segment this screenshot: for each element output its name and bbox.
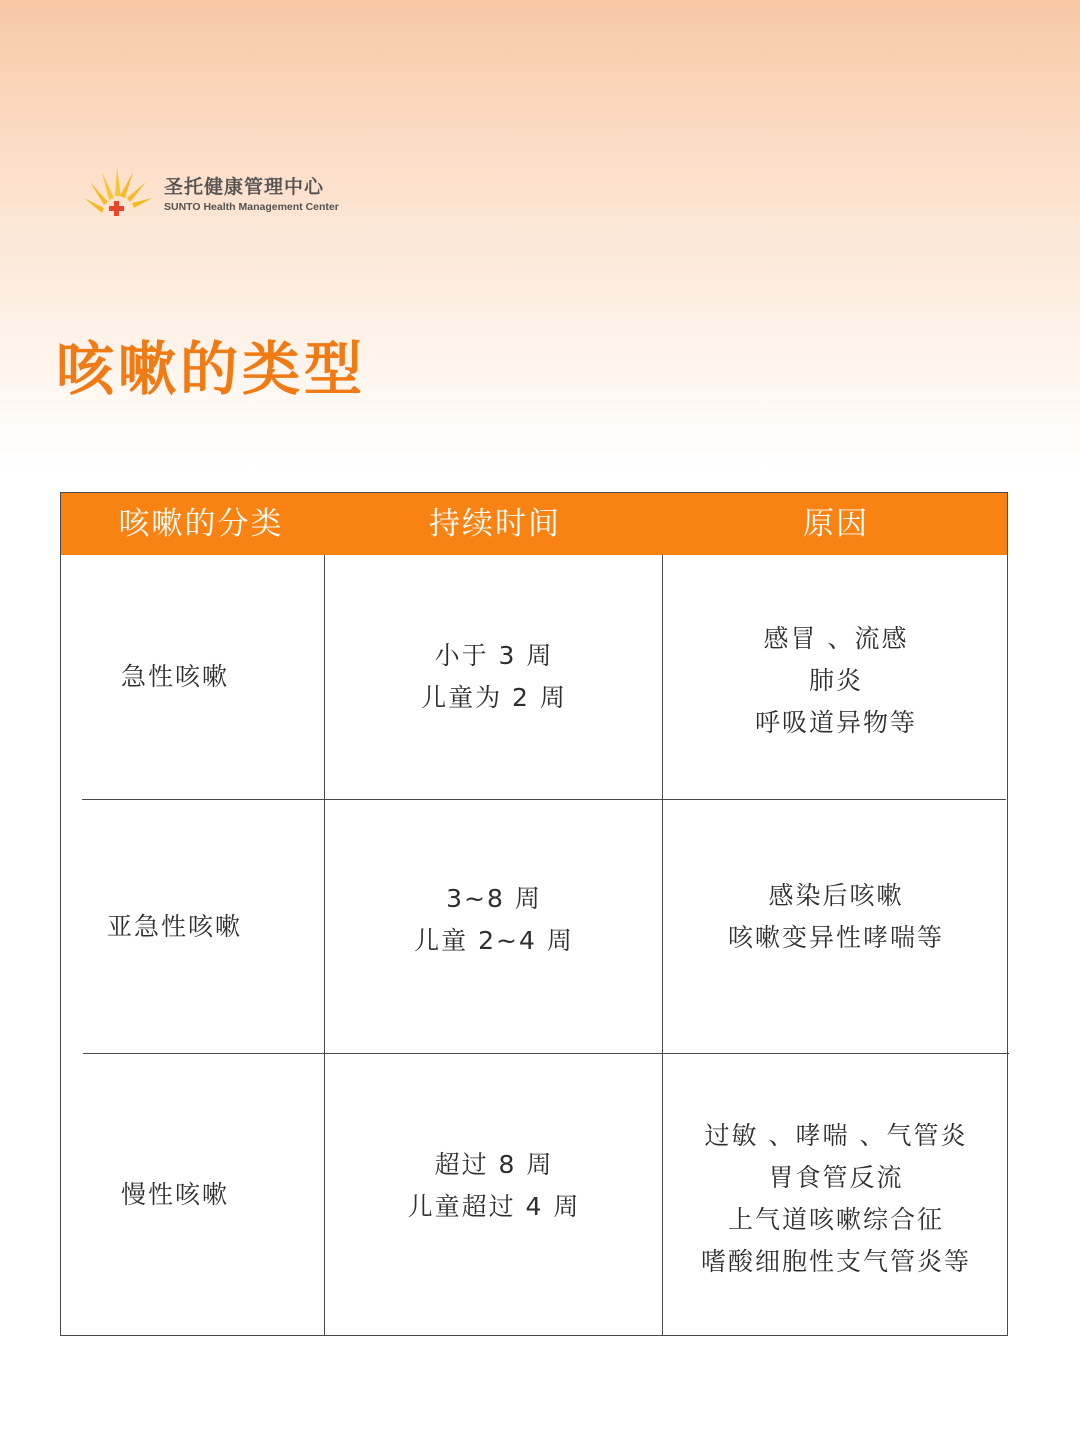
header-causes: 原因 <box>803 506 869 542</box>
cause-line: 上气道咳嗽综合征 <box>727 1205 944 1234</box>
cause-line: 咳嗽变异性哮喘等 <box>727 923 944 952</box>
duration-line: 儿童 2~4 周 <box>414 926 574 955</box>
cause-line: 肺炎 <box>808 666 863 695</box>
sunburst-cross-logo-icon <box>80 168 154 220</box>
brand-name-en: SUNTO Health Management Center <box>164 200 339 213</box>
table-row-duration <box>325 793 663 1047</box>
table-header <box>61 493 1007 555</box>
table-row-causes <box>663 790 1009 1044</box>
duration-line: 3~8 周 <box>446 884 542 913</box>
duration-line: 儿童为 2 周 <box>421 683 567 712</box>
brand-logo <box>80 168 339 220</box>
brand-name-cn: 圣托健康管理中心 <box>164 175 325 198</box>
cause-line: 感染后咳嗽 <box>768 881 904 910</box>
table-row-duration <box>325 1045 663 1327</box>
category-chronic: 慢性咳嗽 <box>121 1180 230 1209</box>
table-row-category <box>107 800 321 1054</box>
table-row-causes <box>663 559 1009 803</box>
table-row-category <box>121 555 321 799</box>
cough-types-table <box>60 492 1008 1336</box>
header-duration: 持续时间 <box>429 506 561 542</box>
page-title: 咳嗽的类型 <box>56 335 367 403</box>
cause-line: 过敏 、哮喘 、气管炎 <box>704 1121 968 1150</box>
table-row-duration <box>325 555 663 799</box>
category-acute: 急性咳嗽 <box>121 662 230 691</box>
cause-line: 嗜酸细胞性支气管炎等 <box>700 1247 971 1276</box>
cause-line: 感冒 、流感 <box>763 624 909 653</box>
table-row-causes <box>663 1058 1009 1340</box>
category-subacute: 亚急性咳嗽 <box>107 912 243 941</box>
cause-line: 呼吸道异物等 <box>754 708 917 737</box>
duration-line: 超过 8 周 <box>434 1150 554 1179</box>
header-category: 咳嗽的分类 <box>118 506 284 542</box>
duration-line: 儿童超过 4 周 <box>407 1192 581 1221</box>
duration-line: 小于 3 周 <box>434 641 554 670</box>
cause-line: 胃食管反流 <box>768 1163 904 1192</box>
table-row-category <box>121 1054 321 1336</box>
